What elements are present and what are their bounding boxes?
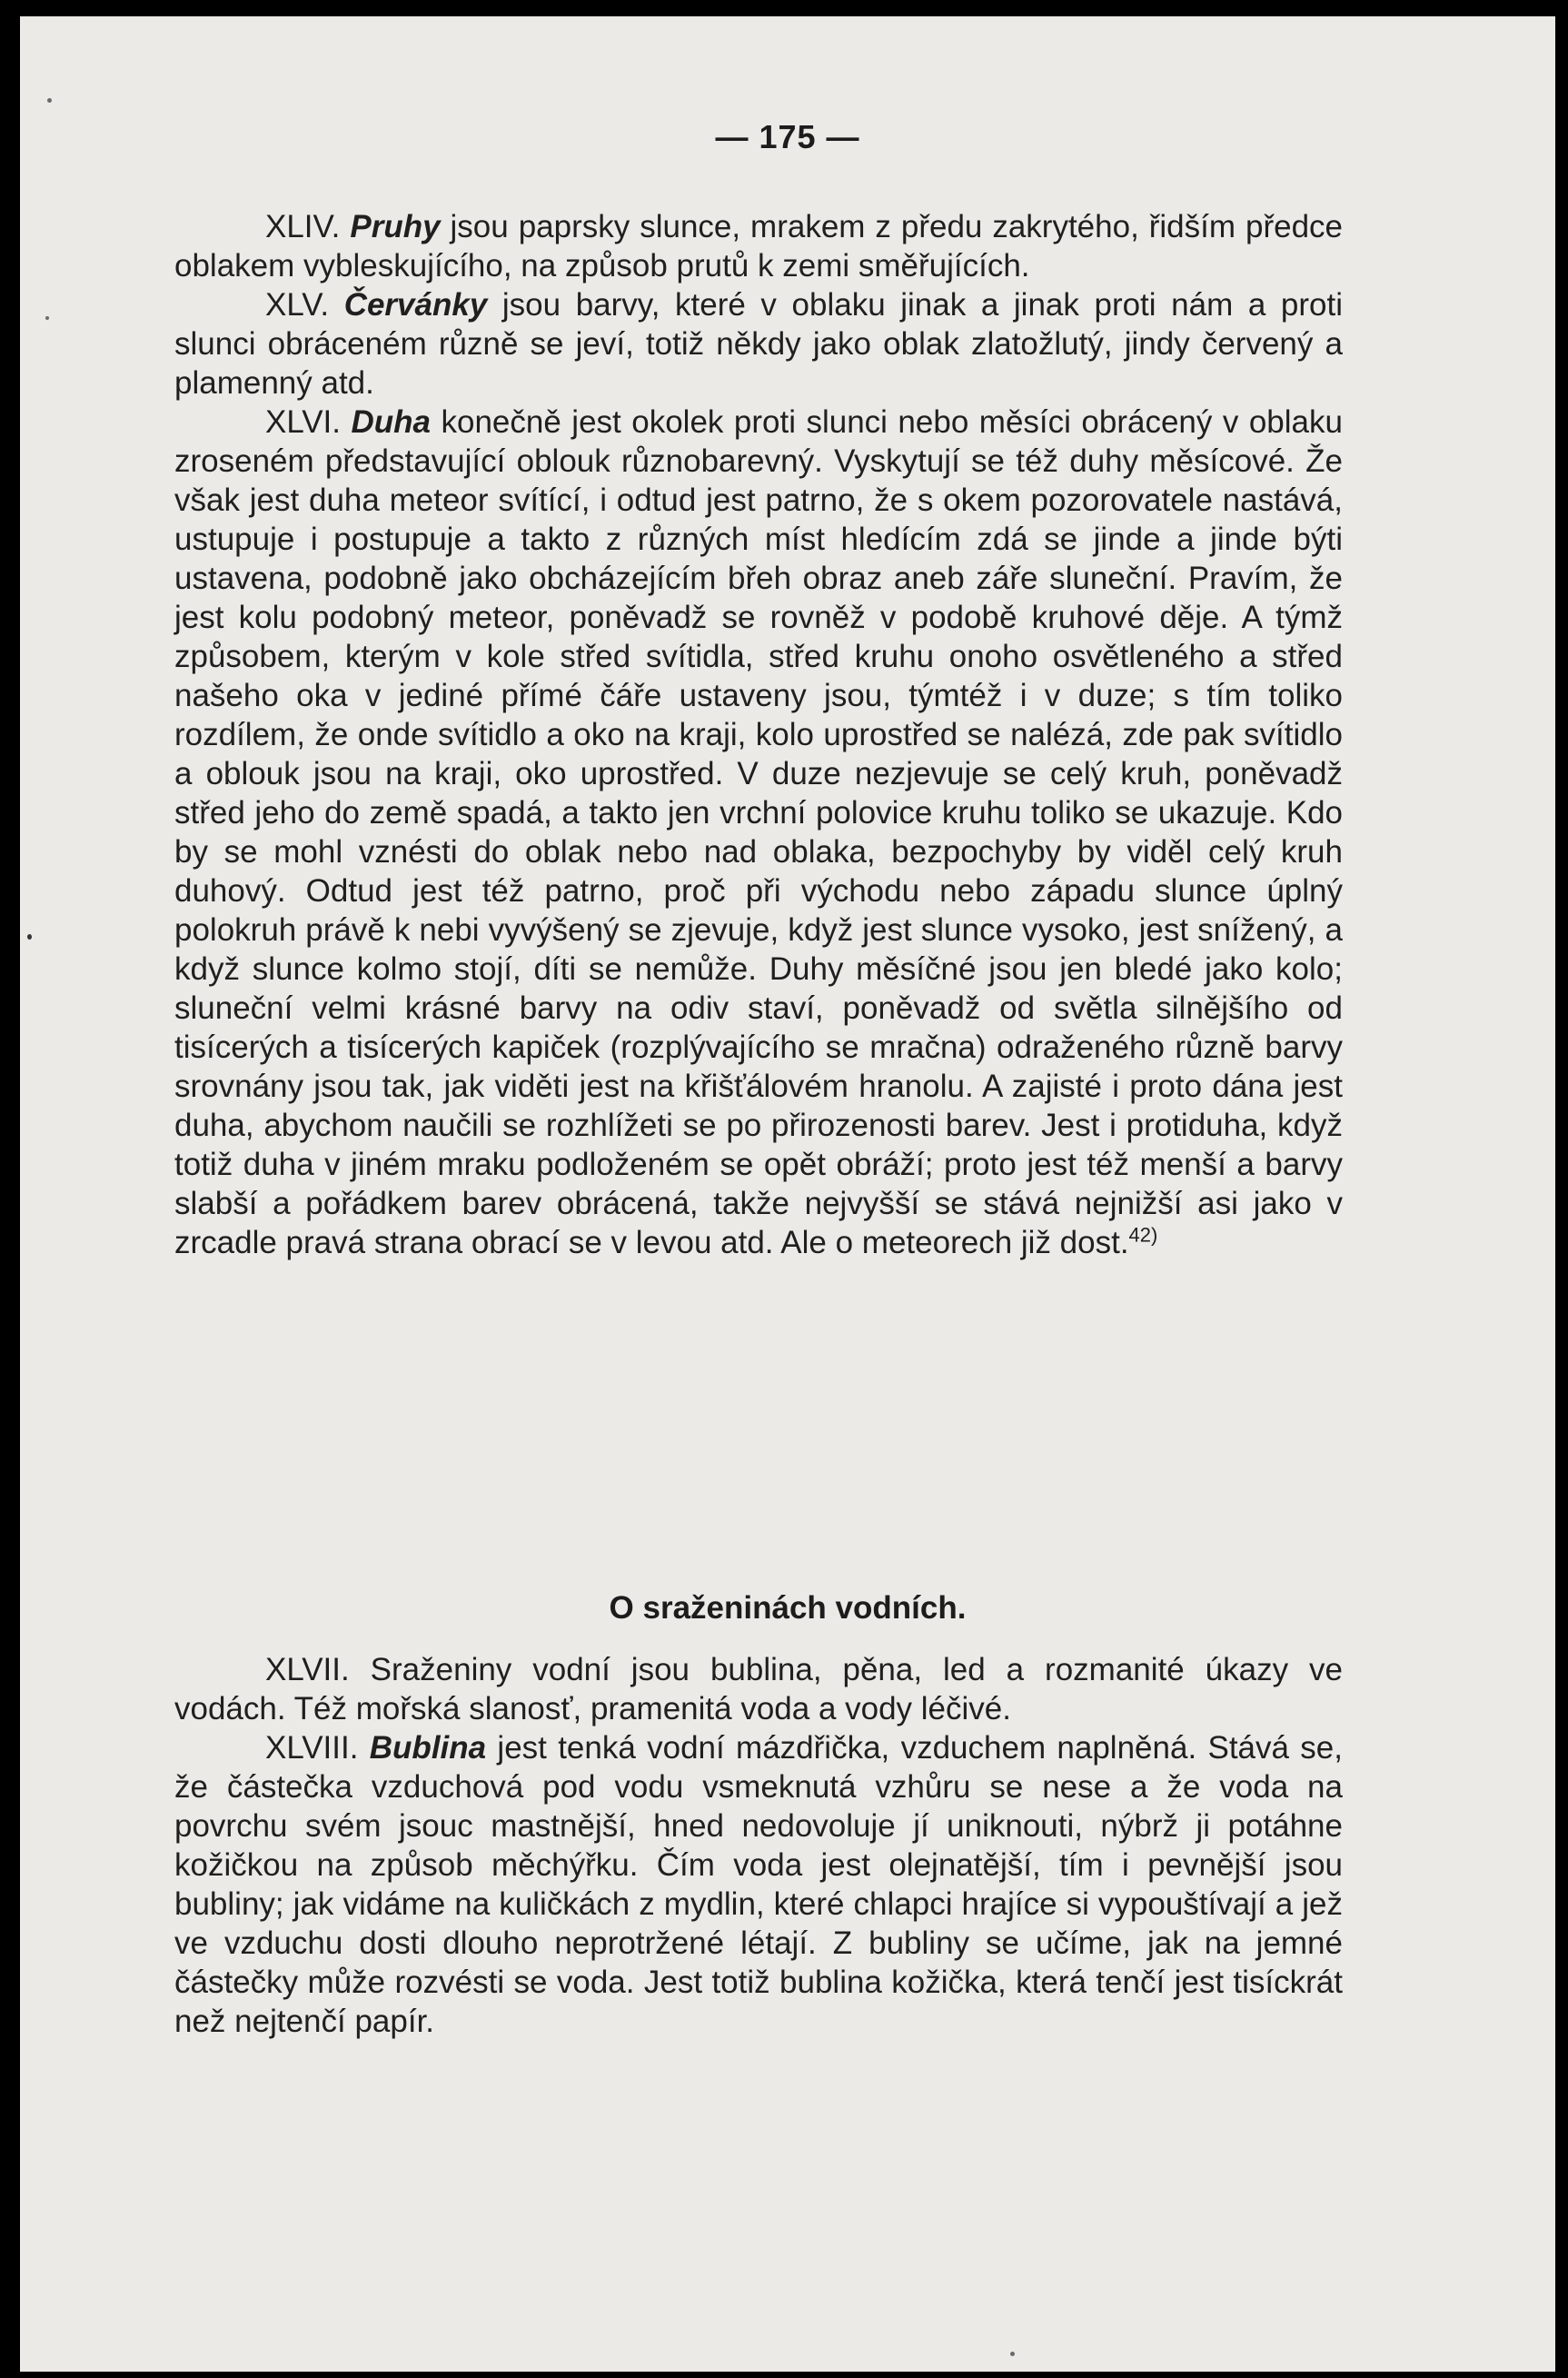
paragraph-xlvii [174,1650,1343,1728]
scan-speck [27,934,32,940]
paragraph-term: Červánky [343,287,488,323]
paragraph-text: Sraženiny vodní jsou bublina, pěna, led a rozmanité úkazy ve vodách. Též mořská slanosť, pramenitá voda a vody léčivé. [174,1652,1343,1726]
section-heading: O sraženinách vodních. [609,1590,967,1626]
paragraph-term: Bublina [369,1730,487,1766]
paragraph-label: XLVIII. [265,1730,359,1766]
paragraph-term: Pruhy [350,209,441,244]
paragraph-text: konečně jest okolek proti slunci nebo měsíci obrácený v oblaku zroseném představující oblouk různobarevný. Vyskytují se též duhy měsícové. Že však jest duha meteor svítící, i odtud jest patrno, že s okem pozorovatele nastává, ustupuje i postupuje a takto z různých míst hledícím zdá se jinde a jinde býti ustavena, podobně jako obcházejícím břeh obraz aneb záře sluneční. Pravím, že jest kolu podobný meteor, poněvadž se rovněž v podobě kruhové děje. A týmž způsobem, kterým v kole střed svítidla, střed kruhu onoho osvětleného a střed našeho oka v jediné přímé čáře ustaveny jsou, týmtéž i v duze; s tím toliko rozdílem, že onde svítidlo a oko na kraji, kolo uprostřed se nalézá, zde pak svítidlo a oblouk jsou na kraji, oko uprostřed. V duze nezjevuje se celý kruh, poněvadž střed jeho do země spadá, a takto jen vrchní polovice kruhu toliko se ukazuje. Kdo by se mohl vznésti do oblak nebo nad oblaka, bezpochyby by viděl celý kruh duhový. Odtud jest též patrno, proč při východu nebo západu slunce úplný polokruh právě k nebi vyvýšený se zjevuje, když jest slunce vysoko, jest snížený, a když slunce kolmo stojí, díti se nemůže. Duhy měsíčné jsou jen bledé jako kolo; sluneční velmi krásné barvy na odiv staví, poněvadž od světla silnějšího od tisícerých a tisícerých kapiček (rozplývajícího se mračna) odraženého různě barvy srovnány jsou tak, jak viděti jest na křišťálovém hranolu. A zajisté i proto dána jest duha, abychom naučili se rozhlížeti se po přirozenosti barev. Jest i protiduha, když totiž duha v jiném mraku podloženém se opět obráží; proto jest též menší a barvy slabší a pořádkem barev obrácená, takže nejvyšší se stává nejnižší asi jako v zrcadle pravá strana obrací se v levou atd. Ale o meteorech již dost. [174,404,1343,1260]
footnote-marker: 42) [1128,1223,1158,1247]
paragraph-xlviii [174,1728,1343,2041]
paragraph-xliv [174,207,1343,285]
scan-speck [47,98,52,103]
scanned-page [20,16,1555,2372]
paragraph-label: XLVII. [265,1652,350,1687]
scan-speck [1010,2352,1015,2356]
meteors-text-block [174,207,1343,1262]
paragraph-text: jsou barvy, které v oblaku jinak a jinak proti nám a proti slunci obráceném různě se jeví, totiž někdy jako oblak zlatožlutý, jindy červený a plamenný atd. [174,287,1343,401]
water-text-block [174,1650,1343,2041]
paragraph-text: jest tenká vodní mázdřička, vzduchem naplněná. Stává se, že částečka vzduchová pod vodu vsmeknutá vzhůru se nese a že voda na povrchu svém jsouc mastnější, hned nedovoluje jí uniknouti, nýbrž ji potáhne kožičkou na způsob měchýřku. Čím voda jest olejnatější, tím i pevnější jsou bubliny; jak vidáme na kuličkách z mydlin, které chlapci hrajíce si vypouštívají a jež ve vzduchu dosti dlouho neprotržené létají. Z bubliny se učíme, jak na jemné částečky může rozvésti se voda. Jest totiž bublina kožička, která tenčí jest tisíckrát než nejtenčí papír. [174,1730,1343,2039]
paragraph-label: XLV. [265,287,330,323]
paragraph-term: Duha [351,404,431,440]
paragraph-xlvi [174,403,1343,1262]
paragraph-text: jsou paprsky slunce, mrakem z předu zakrytého, řidším předce oblakem vybleskujícího, na způsob prutů k zemi směřujících. [174,209,1343,284]
paragraph-label: XLVI. [265,404,342,440]
paragraph-label: XLIV. [265,209,341,244]
paragraph-xlv [174,285,1343,403]
page-number: — 175 — [715,118,860,155]
scan-speck [45,316,49,320]
